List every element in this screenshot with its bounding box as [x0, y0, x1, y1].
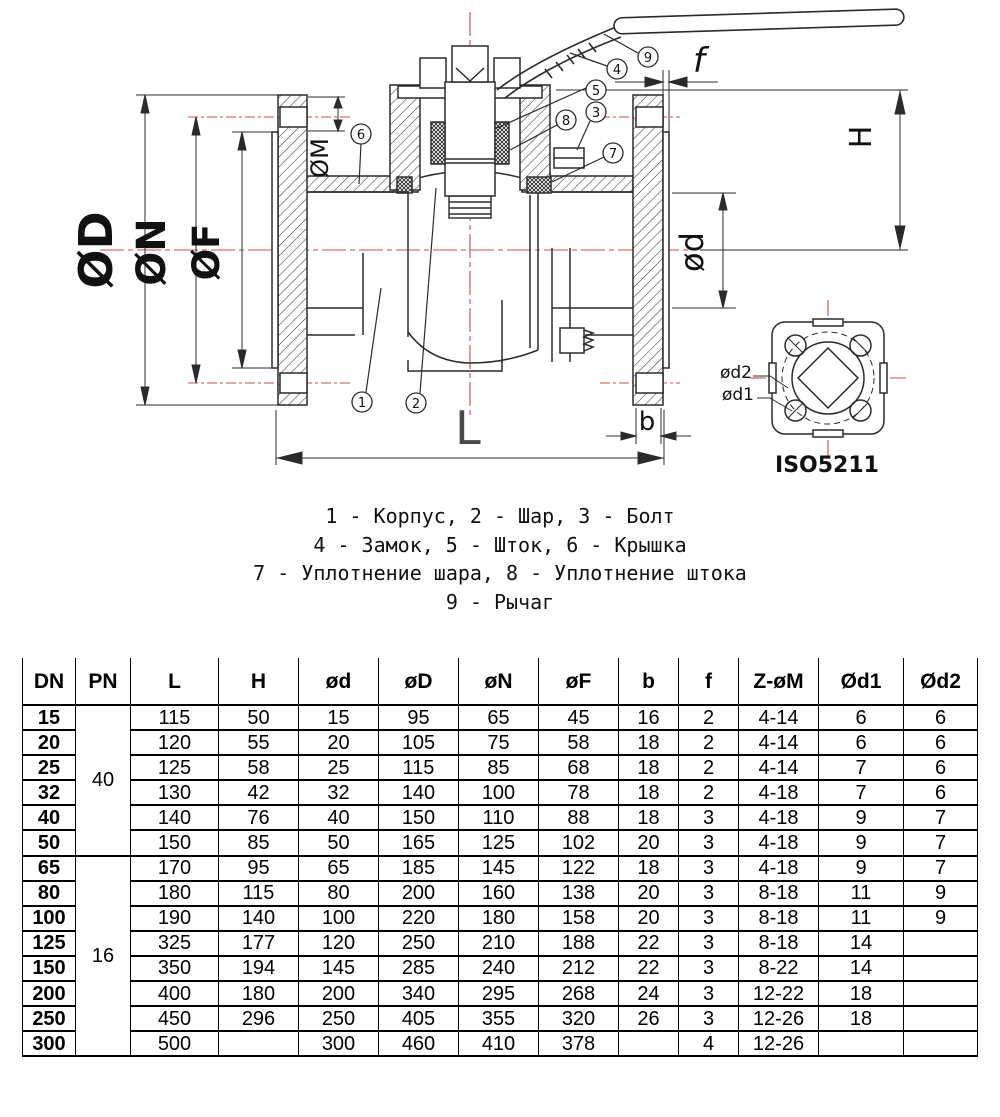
column-header: øF [539, 658, 619, 705]
value-cell: 500 [131, 1031, 219, 1056]
value-cell: 450 [131, 1006, 219, 1031]
value-cell: 140 [379, 780, 459, 805]
value-cell: 7 [904, 830, 978, 855]
value-cell: 6 [819, 730, 904, 755]
right-flange [633, 95, 669, 405]
dim-label-raised-face: ØF [185, 223, 228, 281]
value-cell: 20 [619, 830, 679, 855]
value-cell: 3 [679, 931, 739, 956]
value-cell: 3 [679, 956, 739, 981]
dn-cell: 65 [23, 856, 76, 881]
value-cell: 18 [619, 805, 679, 830]
value-cell: 120 [299, 931, 379, 956]
table-row [23, 931, 978, 956]
dn-cell: 40 [23, 805, 76, 830]
value-cell: 296 [219, 1006, 299, 1031]
dim-label-bore: ød [673, 232, 711, 272]
value-cell: 4-14 [739, 755, 819, 780]
column-header: L [131, 658, 219, 705]
pn-cell: 16 [76, 856, 131, 1057]
dim-label-d1: ød1 [721, 385, 755, 405]
value-cell: 194 [219, 956, 299, 981]
value-cell: 18 [819, 981, 904, 1006]
value-cell: 130 [131, 780, 219, 805]
dim-label-bolt-circle: ØN [129, 218, 175, 286]
table-row [23, 856, 978, 881]
dn-cell: 25 [23, 755, 76, 780]
table-row [23, 755, 978, 780]
value-cell [819, 1031, 904, 1056]
value-cell: 6 [904, 755, 978, 780]
value-cell: 400 [131, 981, 219, 1006]
value-cell: 18 [619, 856, 679, 881]
stem [445, 82, 495, 196]
value-cell: 16 [619, 705, 679, 730]
value-cell: 220 [379, 906, 459, 931]
value-cell [904, 931, 978, 956]
value-cell: 58 [219, 755, 299, 780]
dim-label-h: H [844, 125, 879, 149]
value-cell: 378 [539, 1031, 619, 1056]
column-header: H [219, 658, 299, 705]
value-cell: 65 [459, 705, 539, 730]
value-cell: 85 [219, 830, 299, 855]
dimension-h [700, 90, 908, 250]
value-cell: 138 [539, 881, 619, 906]
value-cell: 11 [819, 881, 904, 906]
callout-7: 7 [608, 147, 618, 162]
left-flange [272, 95, 307, 405]
value-cell: 14 [819, 931, 904, 956]
value-cell: 11 [819, 906, 904, 931]
value-cell: 212 [539, 956, 619, 981]
value-cell: 9 [904, 906, 978, 931]
value-cell: 9 [819, 830, 904, 855]
value-cell: 145 [459, 856, 539, 881]
column-header: Ød1 [819, 658, 904, 705]
value-cell: 12-26 [739, 1031, 819, 1056]
value-cell: 78 [539, 780, 619, 805]
value-cell: 4 [679, 1031, 739, 1056]
dimension-table-body [23, 705, 978, 1056]
legend-line-4: 9 - Рычаг [445, 589, 555, 614]
dimension-f [556, 70, 908, 135]
value-cell: 9 [819, 805, 904, 830]
value-cell [904, 1031, 978, 1056]
value-cell: 325 [131, 931, 219, 956]
value-cell: 170 [131, 856, 219, 881]
value-cell: 3 [679, 1006, 739, 1031]
value-cell: 2 [679, 780, 739, 805]
value-cell: 6 [819, 705, 904, 730]
legend-line-3: 7 - Уплотнение шара, 8 - Уплотнение штока [253, 561, 747, 585]
value-cell: 3 [679, 906, 739, 931]
value-cell: 125 [131, 755, 219, 780]
value-cell: 65 [299, 856, 379, 881]
value-cell: 295 [459, 981, 539, 1006]
value-cell: 150 [379, 805, 459, 830]
callout-4: 4 [612, 63, 622, 78]
value-cell: 355 [459, 1006, 539, 1031]
value-cell: 18 [819, 1006, 904, 1031]
value-cell: 3 [679, 856, 739, 881]
table-row [23, 780, 978, 805]
value-cell: 8-18 [739, 931, 819, 956]
value-cell: 9 [904, 881, 978, 906]
value-cell: 68 [539, 755, 619, 780]
value-cell: 76 [219, 805, 299, 830]
value-cell: 120 [131, 730, 219, 755]
value-cell: 3 [679, 881, 739, 906]
value-cell: 188 [539, 931, 619, 956]
value-cell: 145 [299, 956, 379, 981]
table-header-row [23, 658, 978, 705]
value-cell: 55 [219, 730, 299, 755]
callout-1: 1 [357, 396, 367, 411]
column-header: Ød2 [904, 658, 978, 705]
dn-cell: 15 [23, 705, 76, 730]
value-cell: 210 [459, 931, 539, 956]
parts-legend [0, 502, 1000, 616]
value-cell: 165 [379, 830, 459, 855]
value-cell: 460 [379, 1031, 459, 1056]
value-cell: 180 [131, 881, 219, 906]
valve-cross-section-drawing [0, 0, 1000, 492]
dim-label-m: ØM [306, 138, 334, 178]
callout-6: 6 [356, 128, 366, 143]
dim-label-b: b [638, 407, 656, 437]
value-cell: 405 [379, 1006, 459, 1031]
value-cell: 158 [539, 906, 619, 931]
legend-line-1: 1 - Корпус, 2 - Шар, 3 - Болт [325, 504, 675, 528]
table-row [23, 805, 978, 830]
value-cell: 6 [904, 780, 978, 805]
value-cell: 140 [219, 906, 299, 931]
value-cell: 18 [619, 780, 679, 805]
callout-3: 3 [591, 106, 601, 121]
value-cell: 14 [819, 956, 904, 981]
value-cell: 7 [904, 856, 978, 881]
value-cell: 42 [219, 780, 299, 805]
value-cell: 110 [459, 805, 539, 830]
iso5211-label: ISO5211 [775, 453, 879, 478]
value-cell: 3 [679, 830, 739, 855]
column-header: øD [379, 658, 459, 705]
value-cell: 320 [539, 1006, 619, 1031]
value-cell: 250 [299, 1006, 379, 1031]
value-cell: 140 [131, 805, 219, 830]
value-cell: 50 [299, 830, 379, 855]
callout-8: 8 [561, 114, 571, 129]
value-cell: 102 [539, 830, 619, 855]
value-cell: 4-18 [739, 780, 819, 805]
dn-cell: 300 [23, 1031, 76, 1056]
value-cell: 20 [619, 906, 679, 931]
value-cell: 180 [459, 906, 539, 931]
table-row [23, 705, 978, 730]
value-cell: 300 [299, 1031, 379, 1056]
value-cell: 45 [539, 705, 619, 730]
value-cell: 22 [619, 931, 679, 956]
value-cell: 22 [619, 956, 679, 981]
value-cell: 285 [379, 956, 459, 981]
dn-cell: 20 [23, 730, 76, 755]
value-cell: 2 [679, 705, 739, 730]
value-cell: 6 [904, 730, 978, 755]
value-cell: 24 [619, 981, 679, 1006]
table-row [23, 730, 978, 755]
value-cell [904, 981, 978, 1006]
value-cell: 12-26 [739, 1006, 819, 1031]
value-cell: 200 [379, 881, 459, 906]
column-header: øN [459, 658, 539, 705]
callout-2: 2 [411, 397, 421, 412]
dn-cell: 200 [23, 981, 76, 1006]
value-cell: 180 [219, 981, 299, 1006]
value-cell: 115 [379, 755, 459, 780]
table-row [23, 1006, 978, 1031]
value-cell: 7 [904, 805, 978, 830]
value-cell: 410 [459, 1031, 539, 1056]
value-cell: 75 [459, 730, 539, 755]
pn-cell: 40 [76, 705, 131, 856]
value-cell: 8-18 [739, 906, 819, 931]
callout-9: 9 [643, 51, 653, 66]
value-cell: 32 [299, 780, 379, 805]
value-cell [904, 1006, 978, 1031]
value-cell: 25 [299, 755, 379, 780]
value-cell: 20 [299, 730, 379, 755]
value-cell: 125 [459, 830, 539, 855]
value-cell: 2 [679, 755, 739, 780]
table-row [23, 956, 978, 981]
value-cell: 85 [459, 755, 539, 780]
value-cell [619, 1031, 679, 1056]
value-cell: 200 [299, 981, 379, 1006]
legend-line-2: 4 - Замок, 5 - Шток, 6 - Крышка [313, 532, 687, 557]
column-header: PN [76, 658, 131, 705]
dim-label-l: L [455, 401, 481, 455]
value-cell: 250 [379, 931, 459, 956]
value-cell [904, 956, 978, 981]
value-cell: 88 [539, 805, 619, 830]
table-row [23, 906, 978, 931]
value-cell: 122 [539, 856, 619, 881]
value-cell: 177 [219, 931, 299, 956]
table-row [23, 1031, 978, 1056]
dim-label-d2: ød2 [719, 363, 753, 383]
value-cell: 190 [131, 906, 219, 931]
value-cell: 185 [379, 856, 459, 881]
value-cell: 105 [379, 730, 459, 755]
column-header: Z-øM [739, 658, 819, 705]
column-header: f [679, 658, 739, 705]
value-cell: 2 [679, 730, 739, 755]
value-cell: 20 [619, 881, 679, 906]
dimension-m [308, 97, 345, 131]
dn-cell: 125 [23, 931, 76, 956]
value-cell: 50 [219, 705, 299, 730]
dn-cell: 80 [23, 881, 76, 906]
value-cell: 350 [131, 956, 219, 981]
value-cell: 268 [539, 981, 619, 1006]
value-cell: 18 [619, 755, 679, 780]
dn-cell: 100 [23, 906, 76, 931]
value-cell: 7 [819, 780, 904, 805]
value-cell: 95 [219, 856, 299, 881]
value-cell: 7 [819, 755, 904, 780]
column-header: DN [23, 658, 76, 705]
value-cell: 240 [459, 956, 539, 981]
valve-drawing-area [0, 0, 1000, 492]
callout-5: 5 [591, 84, 601, 99]
value-cell: 12-22 [739, 981, 819, 1006]
value-cell: 160 [459, 881, 539, 906]
value-cell [219, 1031, 299, 1056]
value-cell: 100 [299, 906, 379, 931]
value-cell: 80 [299, 881, 379, 906]
table-row [23, 881, 978, 906]
value-cell: 58 [539, 730, 619, 755]
table-row [23, 981, 978, 1006]
dn-cell: 250 [23, 1006, 76, 1031]
column-header: b [619, 658, 679, 705]
value-cell: 15 [299, 705, 379, 730]
dn-cell: 32 [23, 780, 76, 805]
stem-ball-connector [449, 196, 491, 218]
value-cell: 150 [131, 830, 219, 855]
column-header: ød [299, 658, 379, 705]
dn-cell: 50 [23, 830, 76, 855]
iso5211-flange-view [769, 319, 887, 437]
value-cell: 3 [679, 805, 739, 830]
dimensions-table [22, 658, 978, 1057]
value-cell: 18 [619, 730, 679, 755]
value-cell: 3 [679, 981, 739, 1006]
table-row [23, 830, 978, 855]
dim-label-outer-diameter: ØD [69, 211, 123, 289]
value-cell: 8-18 [739, 881, 819, 906]
dn-cell: 150 [23, 956, 76, 981]
value-cell: 4-18 [739, 856, 819, 881]
value-cell: 115 [219, 881, 299, 906]
value-cell: 4-14 [739, 730, 819, 755]
dim-label-f: f [693, 41, 705, 81]
value-cell: 26 [619, 1006, 679, 1031]
value-cell: 4-18 [739, 830, 819, 855]
value-cell: 95 [379, 705, 459, 730]
value-cell: 4-18 [739, 805, 819, 830]
value-cell: 340 [379, 981, 459, 1006]
value-cell: 4-14 [739, 705, 819, 730]
value-cell: 40 [299, 805, 379, 830]
value-cell: 9 [819, 856, 904, 881]
value-cell: 8-22 [739, 956, 819, 981]
value-cell: 100 [459, 780, 539, 805]
value-cell: 6 [904, 705, 978, 730]
value-cell: 115 [131, 705, 219, 730]
